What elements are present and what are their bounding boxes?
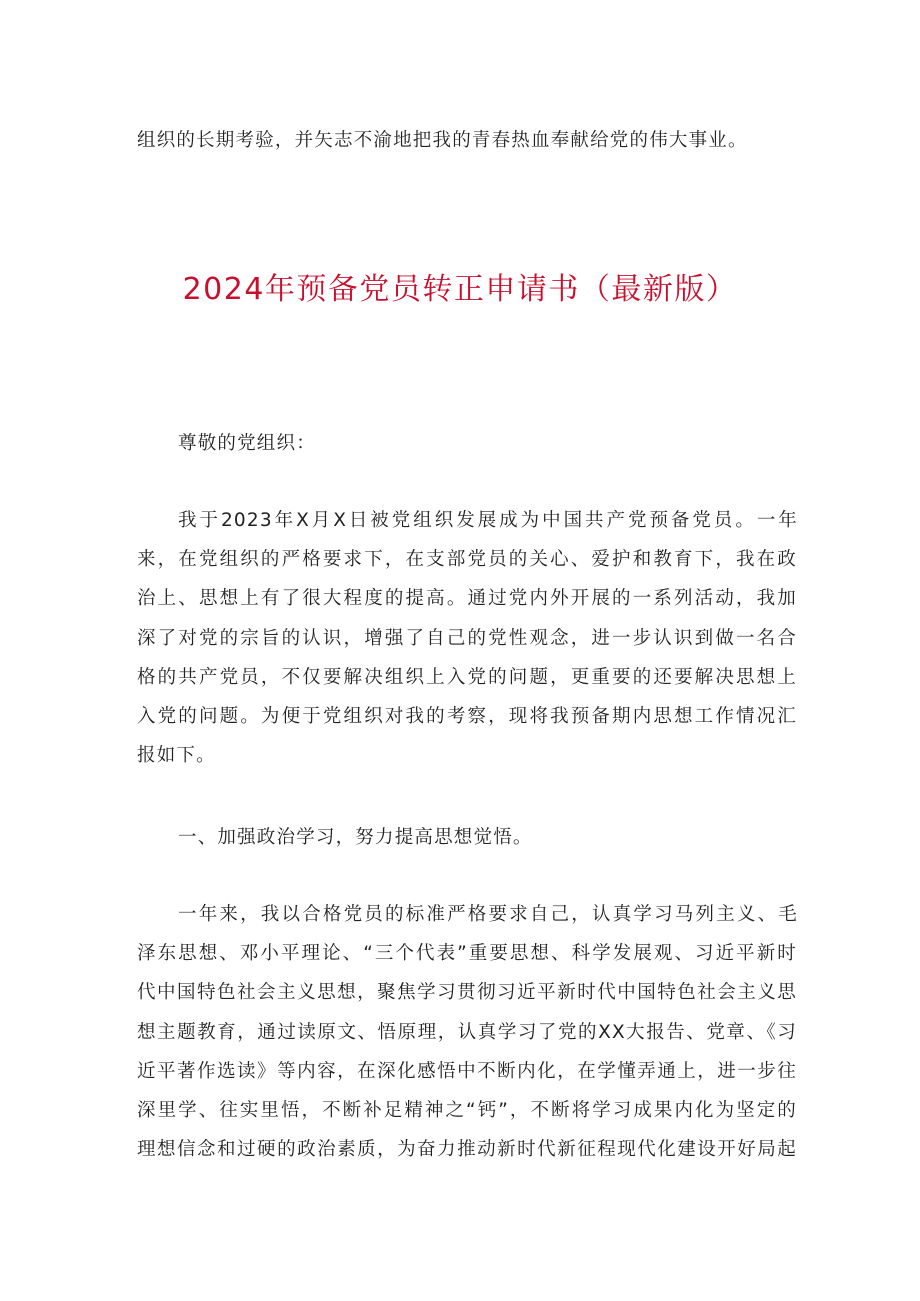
carryover-line: 组织的长期考验，并矢志不渝地把我的青春热血奉献给党的伟大事业。 [137, 130, 748, 151]
paragraph2-line: 深里学、往实里悟，不断补足精神之“钙”，不断将学习成果内化为坚定的 [137, 1100, 797, 1121]
paragraph2-line: 泽东思想、邓小平理论、“三个代表”重要思想、科学发展观、习近平新时 [137, 943, 797, 964]
salutation: 尊敬的党组织： [178, 433, 316, 454]
paragraph1-line: 报如下。 [137, 745, 216, 766]
paragraph2-line: 近平著作选读》等内容，在深化感悟中不断内化，在学懂弄通上，进一步往 [137, 1061, 797, 1082]
document-title: 2024年预备党员转正申请书（最新版） [182, 272, 738, 307]
paragraph1-line: 深了对党的宗旨的认识，增强了自己的党性观念，进一步认识到做一名合 [137, 628, 797, 649]
paragraph2-line: 一年来，我以合格党员的标准严格要求自己，认真学习马列主义、毛 [178, 904, 798, 925]
paragraph1-line: 格的共产党员，不仅要解决组织上入党的问题，更重要的还要解决思想上 [137, 667, 797, 688]
paragraph2-line: 理想信念和过硬的政治素质，为奋力推动新时代新征程现代化建设开好局起 [137, 1139, 797, 1160]
paragraph2-line: 想主题教育，通过读原文、悟原理，认真学习了党的XX大报告、党章、《习 [137, 1022, 797, 1043]
paragraph1-line: 治上、思想上有了很大程度的提高。通过党内外开展的一系列活动，我加 [137, 588, 797, 609]
section1-heading: 一、加强政治学习，努力提高思想觉悟。 [178, 827, 533, 848]
paragraph1-line: 入党的问题。为便于党组织对我的考察，现将我预备期内思想工作情况汇 [137, 706, 797, 727]
paragraph1-line: 我于2023年X月X日被党组织发展成为中国共产党预备党员。一年 [178, 510, 798, 531]
paragraph2-line: 代中国特色社会主义思想，聚焦学习贯彻习近平新时代中国特色社会主义思 [137, 982, 797, 1003]
paragraph1-line: 来，在党组织的严格要求下，在支部党员的关心、爱护和教育下，我在政 [137, 549, 797, 570]
